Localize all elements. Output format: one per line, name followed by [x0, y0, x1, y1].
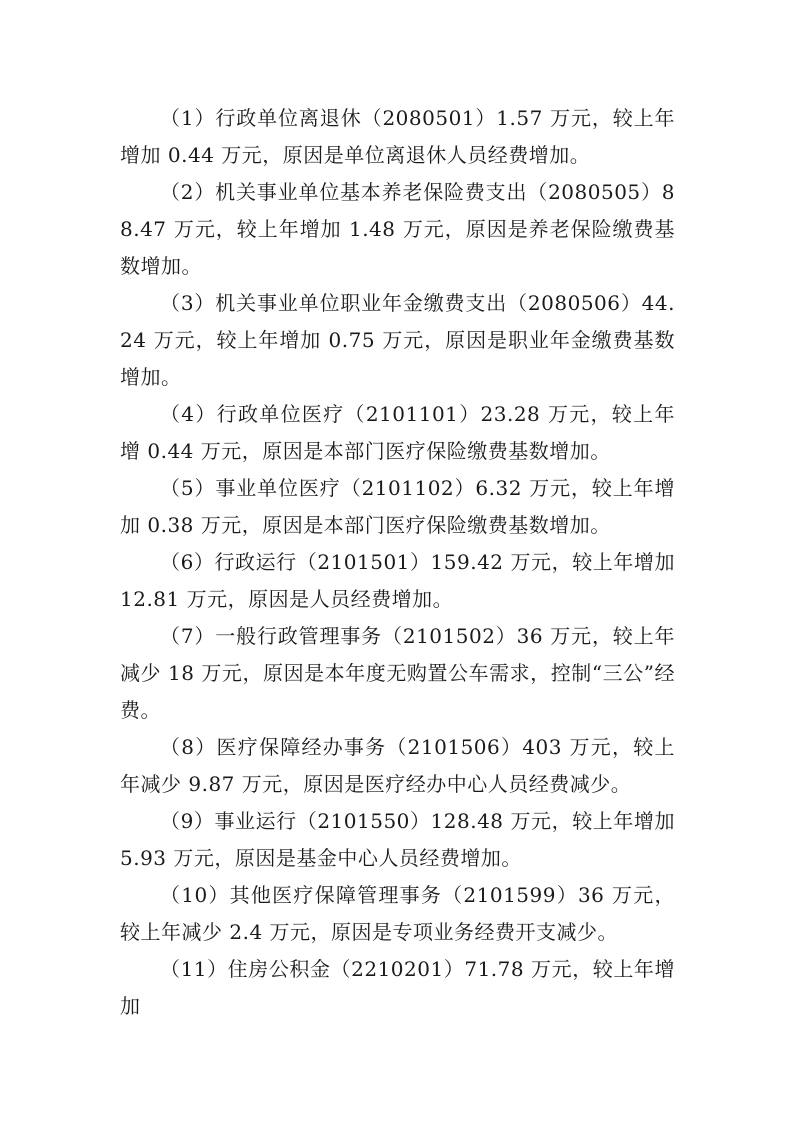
paragraph-other-medical-management: （10）其他医疗保障管理事务（2101599）36 万元，较上年减少 2.4 万元，原因是专项业务经费开支减少。: [120, 883, 675, 944]
paragraph-admin-operation: （6）行政运行（2101501）159.42 万元，较上年增加 12.81 万元，原因是人员经费增加。: [120, 550, 675, 611]
paragraph-general-admin-affairs: （7）一般行政管理事务（2101502）36 万元，较上年减少 18 万元，原因是本年度无购置公车需求，控制“三公”经费。: [120, 624, 675, 722]
paragraph-institution-operation: （9）事业运行（2101550）128.48 万元，较上年增加 5.93 万元，原因是基金中心人员经费增加。: [120, 809, 675, 870]
paragraph-retirement: （1）行政单位离退休（2080501）1.57 万元，较上年增加 0.44 万元，原因是单位离退休人员经费增加。: [120, 106, 675, 167]
paragraph-medical-handling-affairs: （8）医疗保障经办事务（2101506）403 万元，较上年减少 9.87 万元，原因是医疗经办中心人员经费减少。: [120, 735, 675, 796]
document-body: [120, 100, 675, 1025]
paragraph-admin-medical: （4）行政单位医疗（2101101）23.28 万元，较上年增 0.44 万元，原因是本部门医疗保险缴费基数增加。: [120, 402, 675, 463]
paragraph-housing-fund: （11）住房公积金（2210201）71.78 万元，较上年增加: [120, 957, 675, 1018]
paragraph-pension-insurance: （2）机关事业单位基本养老保险费支出（2080505）88.47 万元，较上年增加 1.48 万元，原因是养老保险缴费基数增加。: [120, 180, 675, 278]
paragraph-public-institution-medical: （5）事业单位医疗（2101102）6.32 万元，较上年增加 0.38 万元，原因是本部门医疗保险缴费基数增加。: [120, 476, 675, 537]
paragraph-occupational-annuity: （3）机关事业单位职业年金缴费支出（2080506）44.24 万元，较上年增加 0.75 万元，原因是职业年金缴费基数增加。: [120, 291, 675, 389]
